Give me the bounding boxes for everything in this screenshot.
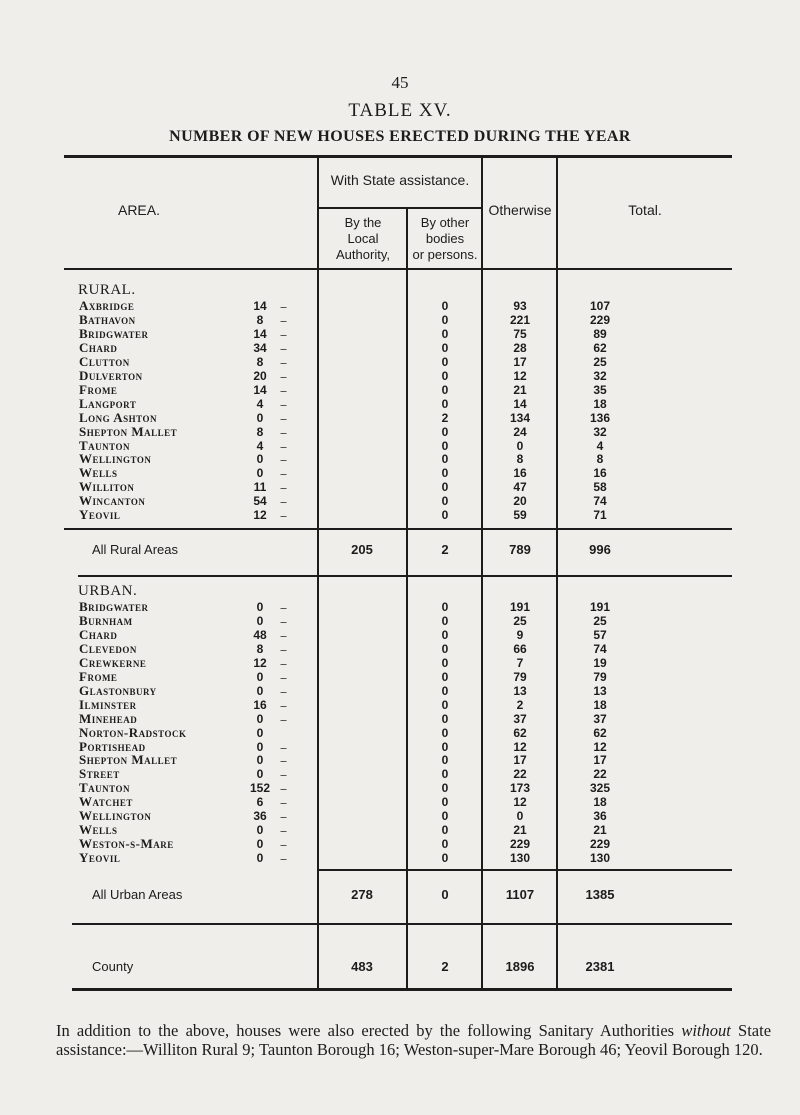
other-bodies-value: 0 — [441, 354, 449, 369]
rural-total-local: 205 — [351, 542, 373, 557]
area-name: Wellington — [79, 808, 152, 824]
otherwise-value: 130 — [509, 851, 531, 866]
total-value: 21 — [593, 823, 607, 838]
area-name: Burnham — [79, 612, 133, 628]
leader-dots: ...... — [280, 510, 286, 520]
urban-total-local: 278 — [351, 887, 373, 902]
table-title: TABLE XV. — [348, 100, 452, 121]
column-rule-4 — [556, 155, 558, 991]
other-bodies-value: 0 — [441, 725, 449, 740]
area-name: Minehead — [79, 710, 138, 726]
other-bodies-value: 0 — [441, 739, 449, 754]
table-row — [0, 656, 800, 670]
total-value: 62 — [593, 725, 607, 740]
total-value: 130 — [589, 851, 611, 866]
area-name: Weston-s-Mare — [79, 836, 174, 852]
local-authority-value: 0 — [256, 600, 264, 614]
rural-total-row — [0, 542, 800, 558]
local-authority-value: 16 — [253, 697, 267, 712]
leader-dots: ...... — [280, 657, 286, 667]
other-bodies-value: 0 — [441, 851, 449, 866]
leader-dots: ...... — [280, 328, 286, 338]
local-authority-value: 8 — [256, 354, 264, 369]
otherwise-value: 17 — [513, 753, 527, 768]
other-bodies-value: 0 — [441, 312, 449, 327]
total-value: 136 — [589, 410, 611, 425]
table-row — [0, 355, 800, 369]
leader-dots: ...... — [280, 811, 286, 821]
urban-heading: URBAN. — [78, 583, 138, 599]
table-row — [0, 670, 800, 684]
leader-dots: ...... — [280, 825, 286, 835]
local-authority-value: 14 — [253, 382, 267, 397]
area-name: Ilminster — [79, 696, 137, 712]
leader-dots: ...... — [280, 398, 286, 408]
local-authority-value: 11 — [253, 480, 267, 495]
total-value: 191 — [589, 600, 611, 614]
other-bodies-value: 0 — [441, 669, 449, 684]
table-row — [0, 425, 800, 439]
otherwise-value: 12 — [513, 368, 527, 383]
other-bodies-value: 0 — [441, 466, 449, 481]
local-authority-value: 0 — [256, 669, 264, 684]
local-authority-value: 6 — [256, 795, 264, 810]
area-name: Frome — [79, 668, 118, 684]
area-name: Yeovil — [79, 507, 121, 523]
other-bodies-value: 0 — [441, 823, 449, 838]
leader-dots: ...... — [280, 839, 286, 849]
area-name: Axbridge — [79, 298, 135, 313]
otherwise-value: 93 — [513, 299, 527, 313]
area-name: Williton — [79, 479, 135, 495]
area-name: Watchet — [79, 794, 133, 810]
area-name: Wincanton — [79, 493, 146, 509]
area-name: Long Ashton — [79, 409, 157, 425]
area-name: Chard — [79, 626, 118, 642]
local-authority-value: 0 — [256, 851, 264, 866]
other-bodies-value: 0 — [441, 697, 449, 712]
area-name: Chard — [79, 339, 118, 355]
table-row — [0, 383, 800, 397]
table-row — [0, 341, 800, 355]
leader-dots: ...... — [280, 496, 286, 506]
footnote-lead: In addition to the above, houses were also erected by the following Sanitary Authorities — [56, 1021, 675, 1040]
table-row — [0, 809, 800, 823]
leader-dots: ...... — [280, 615, 286, 625]
local-authority-value: 36 — [253, 809, 267, 824]
other-bodies-value: 0 — [441, 438, 449, 453]
urban-total-bottom-rule — [72, 923, 732, 925]
otherwise-value: 16 — [513, 466, 527, 481]
total-value: 107 — [589, 299, 611, 313]
table-row — [0, 781, 800, 795]
local-authority-value: 12 — [253, 508, 267, 523]
area-name: Wellington — [79, 451, 152, 467]
header-local-authority: By the Local Authority, — [336, 215, 390, 262]
other-bodies-value: 0 — [441, 452, 449, 467]
leader-dots: ...... — [280, 602, 286, 611]
local-authority-value: 8 — [256, 312, 264, 327]
other-bodies-value: 0 — [441, 382, 449, 397]
area-name: Bathavon — [79, 311, 136, 327]
area-name: Street — [79, 766, 120, 782]
header-other-bodies: By other bodies or persons. — [412, 215, 478, 262]
other-bodies-value: 0 — [441, 600, 449, 614]
total-value: 36 — [593, 809, 607, 824]
table-row — [0, 494, 800, 508]
local-authority-value: 0 — [256, 767, 264, 782]
other-bodies-value: 0 — [441, 767, 449, 782]
otherwise-value: 75 — [513, 326, 527, 341]
table-bottom-rule — [72, 988, 732, 991]
other-bodies-value: 0 — [441, 683, 449, 698]
table-row — [0, 698, 800, 712]
total-value: 62 — [593, 340, 607, 355]
other-bodies-value: 0 — [441, 627, 449, 642]
leader-dots: ...... — [280, 370, 286, 380]
otherwise-value: 14 — [513, 396, 527, 411]
otherwise-value: 20 — [513, 494, 527, 509]
leader-dots: ...... — [280, 301, 286, 310]
leader-dots: ...... — [280, 384, 286, 394]
otherwise-value: 0 — [516, 809, 524, 824]
header-state-assistance: With State assistance. — [330, 172, 470, 188]
leader-dots: ...... — [280, 783, 286, 793]
other-bodies-value: 0 — [441, 781, 449, 796]
local-authority-value: 0 — [256, 410, 264, 425]
rural-total-bottom-rule — [78, 575, 732, 577]
total-value: 25 — [593, 354, 607, 369]
other-bodies-value: 0 — [441, 613, 449, 628]
otherwise-value: 2 — [516, 697, 524, 712]
total-value: 229 — [589, 312, 611, 327]
table-row — [0, 327, 800, 341]
area-name: Crewkerne — [79, 654, 147, 670]
leader-dots: ...... — [280, 468, 286, 478]
otherwise-value: 9 — [516, 627, 524, 642]
local-authority-value: 48 — [253, 627, 267, 642]
local-authority-value: 152 — [249, 781, 271, 796]
local-authority-value: 14 — [253, 299, 267, 313]
total-value: 74 — [593, 494, 607, 509]
otherwise-value: 8 — [516, 452, 524, 467]
leader-dots: ...... — [280, 412, 286, 422]
header-bottom-rule — [64, 268, 732, 270]
table-row — [0, 767, 800, 781]
table-row — [0, 397, 800, 411]
otherwise-value: 134 — [509, 410, 531, 425]
urban-total-row — [0, 887, 800, 903]
urban-total-otherwise: 1107 — [505, 887, 535, 902]
area-name: Dulverton — [79, 367, 143, 383]
local-authority-value: 14 — [253, 326, 267, 341]
area-name: Bridgwater — [79, 599, 149, 614]
table-row — [0, 823, 800, 837]
local-authority-value: 0 — [256, 711, 264, 726]
total-value: 13 — [593, 683, 607, 698]
otherwise-value: 47 — [513, 480, 527, 495]
leader-dots: ...... — [280, 454, 286, 464]
local-authority-value: 4 — [256, 396, 264, 411]
otherwise-value: 0 — [516, 438, 524, 453]
county-total-row — [0, 959, 800, 975]
other-bodies-value: 0 — [441, 837, 449, 852]
header-total: Total. — [628, 202, 662, 218]
area-name: Clevedon — [79, 640, 137, 656]
area-name: Wells — [79, 465, 118, 481]
table-row — [0, 369, 800, 383]
other-bodies-value: 0 — [441, 655, 449, 670]
area-name: Shepton Mallet — [79, 423, 178, 439]
total-value: 25 — [593, 613, 607, 628]
table-row — [0, 851, 800, 865]
leader-dots: ...... — [280, 741, 286, 751]
county-otherwise: 1896 — [505, 959, 535, 974]
otherwise-value: 12 — [513, 739, 527, 754]
header-area: AREA. — [117, 202, 160, 218]
leader-dots: ...... — [280, 440, 286, 450]
table-row — [0, 299, 800, 313]
otherwise-value: 21 — [513, 382, 527, 397]
table-row — [0, 684, 800, 698]
table-row — [0, 837, 800, 851]
local-authority-value: 54 — [253, 494, 267, 509]
table-row — [0, 795, 800, 809]
otherwise-value: 66 — [513, 641, 527, 656]
table-row — [0, 439, 800, 453]
otherwise-value: 229 — [509, 837, 531, 852]
other-bodies-value: 0 — [441, 494, 449, 509]
total-value: 35 — [593, 382, 607, 397]
area-name: Wells — [79, 822, 118, 838]
total-value: 18 — [593, 697, 607, 712]
footnote-rest: State assistance:—Williton Rural 9; Taunton Borough 16; Weston-super-Mare Borough 46; Yeovil Borough 120. — [56, 1021, 772, 1059]
urban-total-top-rule — [318, 869, 732, 871]
leader-dots: ...... — [280, 426, 286, 436]
area-name: Glastonbury — [79, 682, 157, 698]
other-bodies-value: 0 — [441, 340, 449, 355]
otherwise-value: 191 — [509, 600, 531, 614]
other-bodies-value: 2 — [441, 410, 449, 425]
otherwise-value: 21 — [513, 823, 527, 838]
total-value: 17 — [593, 753, 607, 768]
footnote — [56, 1021, 771, 1059]
local-authority-value: 0 — [256, 837, 264, 852]
total-value: 58 — [593, 480, 607, 495]
table-row — [0, 753, 800, 767]
leader-dots: ...... — [280, 797, 286, 807]
table-row — [0, 480, 800, 494]
other-bodies-value: 0 — [441, 299, 449, 313]
otherwise-value: 13 — [513, 683, 527, 698]
table-row — [0, 313, 800, 327]
total-value: 16 — [593, 466, 607, 481]
otherwise-value: 22 — [513, 767, 527, 782]
urban-total-label: All Urban Areas — [92, 887, 183, 902]
area-name: Clutton — [79, 353, 130, 369]
urban-total-other: 0 — [441, 887, 449, 902]
otherwise-value: 59 — [513, 508, 527, 523]
rural-heading: RURAL. — [78, 282, 136, 298]
total-value: 325 — [589, 781, 611, 796]
page-number: 45 — [391, 73, 409, 92]
column-rule-1 — [317, 155, 319, 991]
rural-total-label: All Rural Areas — [92, 542, 178, 557]
rural-total-total: 996 — [589, 542, 611, 557]
total-value: 79 — [593, 669, 607, 684]
rural-total-top-rule — [64, 528, 732, 530]
local-authority-value: 0 — [256, 739, 264, 754]
table-subtitle: NUMBER OF NEW HOUSES ERECTED DURING THE YEAR — [169, 128, 631, 145]
leader-dots: ...... — [280, 671, 286, 681]
leader-dots: ...... — [280, 685, 286, 695]
area-name: Taunton — [79, 780, 131, 796]
otherwise-value: 221 — [509, 312, 531, 327]
leader-dots: ...... — [280, 342, 286, 352]
table-row — [0, 411, 800, 425]
total-value: 12 — [593, 739, 607, 754]
other-bodies-value: 0 — [441, 424, 449, 439]
area-name: Bridgwater — [79, 325, 149, 341]
leader-dots: ...... — [280, 699, 286, 709]
other-bodies-value: 0 — [441, 508, 449, 523]
leader-dots: ...... — [280, 643, 286, 653]
local-authority-value: 34 — [253, 340, 267, 355]
otherwise-value: 12 — [513, 795, 527, 810]
footnote-emphasis: without — [681, 1021, 731, 1040]
area-name: Taunton — [79, 437, 131, 453]
other-bodies-value: 0 — [441, 368, 449, 383]
otherwise-value: 62 — [513, 725, 527, 740]
state-assistance-rule — [318, 207, 482, 209]
area-name: Langport — [79, 395, 137, 411]
leader-dots: ...... — [280, 482, 286, 492]
local-authority-value: 12 — [253, 655, 267, 670]
table-row — [0, 642, 800, 656]
other-bodies-value: 0 — [441, 795, 449, 810]
column-rule-3 — [481, 155, 483, 991]
total-value: 8 — [596, 452, 604, 467]
table-row — [0, 740, 800, 754]
total-value: 18 — [593, 795, 607, 810]
local-authority-value: 0 — [256, 683, 264, 698]
leader-dots: ...... — [280, 755, 286, 765]
county-local: 483 — [351, 959, 373, 974]
total-value: 74 — [593, 641, 607, 656]
otherwise-value: 28 — [513, 340, 527, 355]
table-row — [0, 614, 800, 628]
otherwise-value: 25 — [513, 613, 527, 628]
leader-dots: ...... — [280, 769, 286, 779]
area-name: Yeovil — [79, 850, 121, 866]
total-value: 19 — [593, 655, 607, 670]
total-value: 32 — [593, 368, 607, 383]
table-row — [0, 712, 800, 726]
table-row — [0, 466, 800, 480]
leader-dots: ...... — [280, 853, 286, 863]
local-authority-value: 0 — [256, 753, 264, 768]
local-authority-value: 20 — [253, 368, 267, 383]
total-value: 18 — [593, 396, 607, 411]
local-authority-value: 0 — [256, 725, 264, 740]
area-name: Shepton Mallet — [79, 752, 178, 768]
county-other: 2 — [441, 959, 449, 974]
local-authority-value: 0 — [256, 823, 264, 838]
total-value: 57 — [593, 627, 607, 642]
header-otherwise: Otherwise — [488, 202, 552, 218]
other-bodies-value: 0 — [441, 711, 449, 726]
otherwise-value: 7 — [516, 655, 524, 670]
otherwise-value: 173 — [509, 781, 531, 796]
total-value: 89 — [593, 326, 607, 341]
other-bodies-value: 0 — [441, 753, 449, 768]
leader-dots: ...... — [280, 713, 286, 723]
area-name: Norton-Radstock — [79, 724, 187, 740]
county-total: 2381 — [585, 959, 615, 974]
otherwise-value: 24 — [513, 424, 527, 439]
local-authority-value: 0 — [256, 613, 264, 628]
other-bodies-value: 0 — [441, 396, 449, 411]
urban-total-total: 1385 — [585, 887, 615, 902]
rural-total-other: 2 — [441, 542, 449, 557]
local-authority-value: 4 — [256, 438, 264, 453]
otherwise-value: 17 — [513, 354, 527, 369]
table-row — [0, 508, 800, 522]
county-label: County — [92, 959, 134, 974]
local-authority-value: 0 — [256, 466, 264, 481]
total-value: 32 — [593, 424, 607, 439]
leader-dots: ...... — [280, 356, 286, 366]
otherwise-value: 79 — [513, 669, 527, 684]
table-top-rule — [64, 155, 732, 158]
area-name: Portishead — [79, 738, 146, 754]
other-bodies-value: 0 — [441, 480, 449, 495]
area-name: Frome — [79, 381, 118, 397]
other-bodies-value: 0 — [441, 809, 449, 824]
table-row — [0, 600, 800, 614]
total-value: 71 — [593, 508, 607, 523]
total-value: 229 — [589, 837, 611, 852]
total-value: 4 — [596, 438, 604, 453]
local-authority-value: 8 — [256, 424, 264, 439]
leader-dots: ...... — [280, 629, 286, 639]
other-bodies-value: 0 — [441, 326, 449, 341]
total-value: 37 — [593, 711, 607, 726]
local-authority-value: 8 — [256, 641, 264, 656]
rural-total-otherwise: 789 — [509, 542, 531, 557]
other-bodies-value: 0 — [441, 641, 449, 656]
table-row — [0, 628, 800, 642]
otherwise-value: 37 — [513, 711, 527, 726]
table-row — [0, 726, 800, 740]
total-value: 22 — [593, 767, 607, 782]
local-authority-value: 0 — [256, 452, 264, 467]
table-row — [0, 452, 800, 466]
leader-dots: ...... — [280, 314, 286, 324]
